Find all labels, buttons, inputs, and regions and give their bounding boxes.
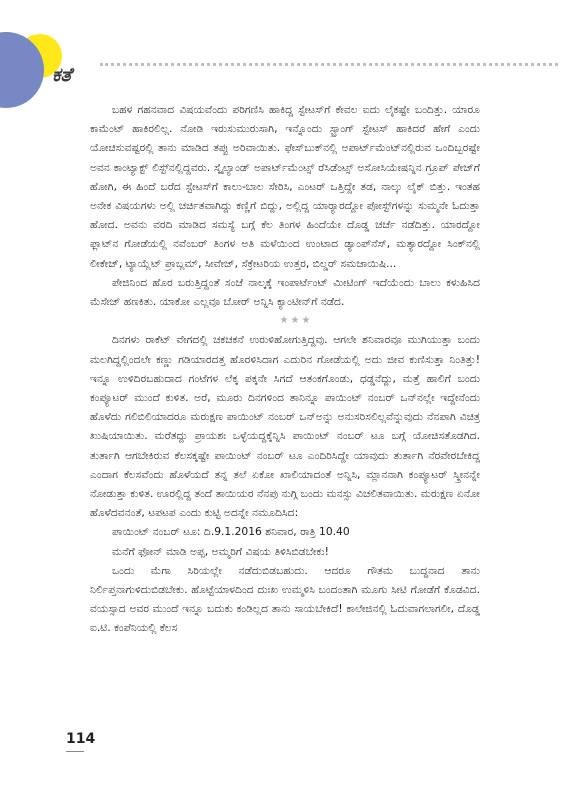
paragraph: ಒಂದು ಮೆಗಾ ಸಿರಿಯಲ್ಲೇ ನಡೆದುಬಿಡಬಹುದು. ಆದರೂ ಗೌತಮ ಬುದ್ಧನಾದ ತಾನು ನಿರ್ಲಿಪ್ತನಾಗುಳಿದುಬಿಡಬೇಕು. ಹೊಟ್ಟೆಯಾಳದಿಂದ ದುಃಖ ಉಮ್ಮಳಿಸಿ ಬಂದಂತಾಗಿ ಮೂಗು ಸೀಟಿ ಗೋಡೆಗೆ ಕೊಡವಿದ. ವಯಸ್ಸಾದ ಅವರ ಮುಂದೆ ಇನ್ನೂ ಬದುಕು ಕಂಡಿಲ್ಲದ ತಾನು ಸಾಯಬೇಕಿದೆ! ಕಾಲೇಜಿನಲ್ಲಿ ಓದುವಾಗಲಾಗಲೀ, ದೊಡ್ಡ ಐ.ಟಿ. ಕಂಪೆನಿಯಲ್ಲಿ ಕೆಲಸ — [90, 563, 480, 635]
paragraph: ಬಹಳ ಗಹನವಾದ ವಿಷಯವೆಂದು ಪರಿಗಣಿಸಿ ಹಾಕಿದ್ದ ಸ್ಟೇಟಸ್‌ಗೆ ಕೇವಲ ಐದು ಲೈಕಷ್ಟೇ ಬಂದಿತ್ತು. ಯಾರೂ ಕಾಮೆಂಟ್ ಹಾಕಿರಲಿಲ್ಲ. ನೋಡಿ ಇರುಸುಮುರುಸಾಗಿ, ಇನ್ನೊಂದು ಸ್ಟ್ರಾಂಗ್ ಸ್ಟೇಟಸ್ ಹಾಕಿದರೆ ಹೇಗೆ ಎಂದು ಯೋಚಿಸುವಷ್ಟರಲ್ಲಿ ತಾನು ಮಾಡಿದ ತಪ್ಪು ಅರಿವಾಯಿತು. ಫೇಸ್‌ಬುಕ್‌ನಲ್ಲಿ ಅಪಾರ್ಟ್‌ಮೆಂಟ್‌ನಲ್ಲಿರುವ ಒಂದಿಬ್ಬರಷ್ಟೇ ಅವನ ಕಾಂಟ್ಯಾಕ್ಟ್ ಲಿಸ್ಟ್‌ನಲ್ಲಿದ್ದವರು. ಸ್ಕೈಲ್ಯಾಂಡ್ ಅಪಾರ್ಟ್‌ಮೆಂಟ್ಸ್ ರೆಸಿಡೆಂಟ್ಸ್ ಅಸೋಸಿಯೇಷನ್ನಿನ ಗ್ರೂಪ್ ಪೇಜ್‌ಗೆ ಹೋಗಿ, ಈ ಹಿಂದೆ ಬರೆದ ಸ್ಟೇಟಸ್‌ಗೆ ಕಾಲು-ಬಾಲ ಸೇರಿಸಿ, ಎಂಟರ್ ಒತ್ತಿದ್ದೇ ತಡ, ನಾಲ್ಕು ಲೈಕ್ ಬಿತ್ತು. ಇಂತಹ ಅನೇಕ ವಿಷಯಗಳು ಅಲ್ಲಿ ಚರ್ಚಿತವಾಗಿದ್ದು ಕಣ್ಣಿಗೆ ಬಿದ್ದು, ಅಲ್ಲಿದ್ದ ಯಾರ್‍ಯಾರದ್ದೋ ಪೋಸ್ಟ್‌ಗಳನ್ನು ಸುಮ್ಮನೇ ಓದುತ್ತಾ ಹೋದ. ಅವನು ವರದಿ ಮಾಡಿದ ಸಮಸ್ಯೆ ಬಗ್ಗೆ ಕೆಲ ತಿಂಗಳ ಹಿಂದೆಯೇ ದೊಡ್ಡ ಚರ್ಚೆ ನಡೆದಿತ್ತು. ಯಾರದ್ದೋ ಫ್ಲಾಟ್‌ನ ಗೋಡೆಯಲ್ಲಿ ನವೆಂಬರ್ ತಿಂಗಳ ಅತಿ ಮಳೆಯಿಂದ ಉಂಟಾದ ಡ್ಯಾಂಪ್‌ನೆಸ್, ಮತ್ಯಾರದ್ದೋ ಸಿಂಕ್‌ನಲ್ಲಿ ಲೀಕೇಜ್, ಟ್ಯಾಯ್ಲೆಟ್ ಪ್ರಾಬ್ಲಮ್, ಸೀವೇಜ್, ಸೆಕ್ರೇಟರಿಯ ಉತ್ತರ, ಬಿಲ್ಡರ್ ಸಮಜಾಯಿಷಿ... — [90, 103, 480, 270]
paragraph: ಪೇಜಿನಿಂದ ಹೊರ ಬರುತ್ತಿದ್ದಂತೆ ಸಂಜೆ ನಾಲ್ಕಕ್ಕೆ ಇಂಪಾರ್ಟೆಂಟ್ ಮೀಟಿಂಗ್ ಇದೆಯೆಂದು ಬಾಲು ಕಳುಹಿಸಿದ ಮೆಸೇಜ್ ಹಣಕಿತು. ಯಾಕೋ ಎಲ್ಲವೂ ಬೋರ್ ಅನ್ನಿಸಿ ಕ್ಯಾಂಟೀನ್‌ಗೆ ನಡೆದ. — [90, 275, 480, 309]
story-text — [90, 100, 480, 638]
section-label: ಕತೆ — [52, 64, 72, 86]
paragraph: ದಿನಗಳು ರಾಕೆಟ್ ವೇಗದಲ್ಲಿ ಚಕಚಕನೆ ಉರುಳಿಹೋಗುತ್ತಿದ್ದವು. ಆಗಲೇ ಶನಿವಾರವೂ ಮುಗಿಯುತ್ತಾ ಬಂದು ಮಲಗಿದ್ದಲ್ಲಿಂದಲೇ ಕಣ್ಣು ಗಡಿಯಾರದತ್ತ ಹೊರಳಿಸಿದಾಗ ಎದುರಿನ ಗೋಡೆಯಲ್ಲಿ ಅದು ಜೀವ ಕುಣಿಸುತ್ತಾ ನಿಂತಿತ್ತು! ಇನ್ನೂ ಉಳಿದಿರಬಹುದಾದ ಗಂಟೆಗಳ ಲೆಕ್ಕ ಪಕ್ಕನೇ ಸಿಗದೆ ಆತಂಕಗೊಂಡು, ಧಡ್ಡನೆದ್ದು, ಮತ್ತೆ ಹಾಲಿಗೆ ಬಂದು ಕಂಪ್ಯೂಟರ್ ಮುಂದೆ ಕುಳಿತ. ಅರೆ, ಮೂರು ದಿನಗಳಿಂದ ತಾನಿನ್ನೂ ಪಾಯಿಂಟ್ ನಂಬರ್ ಒನ್‌ನಲ್ಲೇ ಇದ್ದೇನೆಂದು ಹೊಳೆದು ಗಲಿಬಿಲಿಯಾದರೂ ಮರುಕ್ಷಣ ಪಾಯಿಂಟ್ ನಂಬರ್ ಒನ್‌ಅನ್ನು ಅನುಸರಿಸಲಿಲ್ಲವೆನ್ನುವುದು ನೆನಪಾಗಿ ವಿಚಿತ್ರ ಖುಷಿಯಾಯಿತು. ಮರೆತದ್ದು ಪ್ರಾಯಶಃ ಒಳ್ಳೆಯದ್ದಕ್ಕೆನ್ನಿಸಿ ಪಾಯಿಂಟ್ ನಂಬರ್ ಟೂ ಬಗ್ಗೆ ಯೋಚಿಸತೊಡಗಿದ. ತುರ್ತಾಗಿ ಆಗಬೇಕಿರುವ ಕೆಲಸಕ್ಕಷ್ಟೇ ಪಾಯಿಂಟ್ ನಂಬರ್ ಟೂ ಎಂದಿರಿಸಿದ್ದೇ ಯಾವುದು ತುರ್ತಾಗಿ ನೆರವೇರಬೇಕಿದ್ದ ಎಂದಾಗ ಕೆಲಸವೆಂದು ಹೊಳೆಯದೆ ತನ್ನ ತಲೆ ಏಕೋ ಖಾಲಿಯಾದಂತೆ ಅನ್ನಿಸಿ, ಮ್ಲಾನನಾಗಿ ಕಂಪ್ಯೂಟರ್ ಸ್ಕ್ರೀನನ್ನೇ ನೋಡುತ್ತಾ ಕುಳಿತ. ಊರಲ್ಲಿದ್ದ ತಂದೆ ತಾಯಿಯರ ನೆನಪು ನುಗ್ಗಿ ಬಂದು ಮನಸ್ಸು ವಿಚಲಿತವಾಯಿತು. ಮರುಕ್ಷಣ ಏನೋ ಹೊಳೆದವನಂತೆ, ಟಪಟಪ ಎಂದು ಕುಟ್ಟಿ ಅದನ್ನೇ ನಮೂದಿಸಿದ: — [90, 333, 480, 520]
page-number-rule — [66, 751, 84, 752]
page-number: 114 — [66, 731, 96, 747]
paragraph: ಮನೆಗೆ ಫೋನ್ ಮಾಡಿ ಅಪ್ಪ, ಅಮ್ಮರಿಗೆ ವಿಷಯ ತಿಳಿಸಿಬಿಡಬೇಕು! — [112, 544, 329, 558]
section-separator: ★★★ — [279, 315, 313, 327]
header-dotted-divider — [100, 63, 558, 66]
paragraph: ಪಾಯಿಂಟ್ ನಂಬರ್ ಟೂ: ದಿ.9.1.2016 ಶನಿವಾರ, ರಾತ್ರಿ 10.40 — [112, 525, 350, 539]
